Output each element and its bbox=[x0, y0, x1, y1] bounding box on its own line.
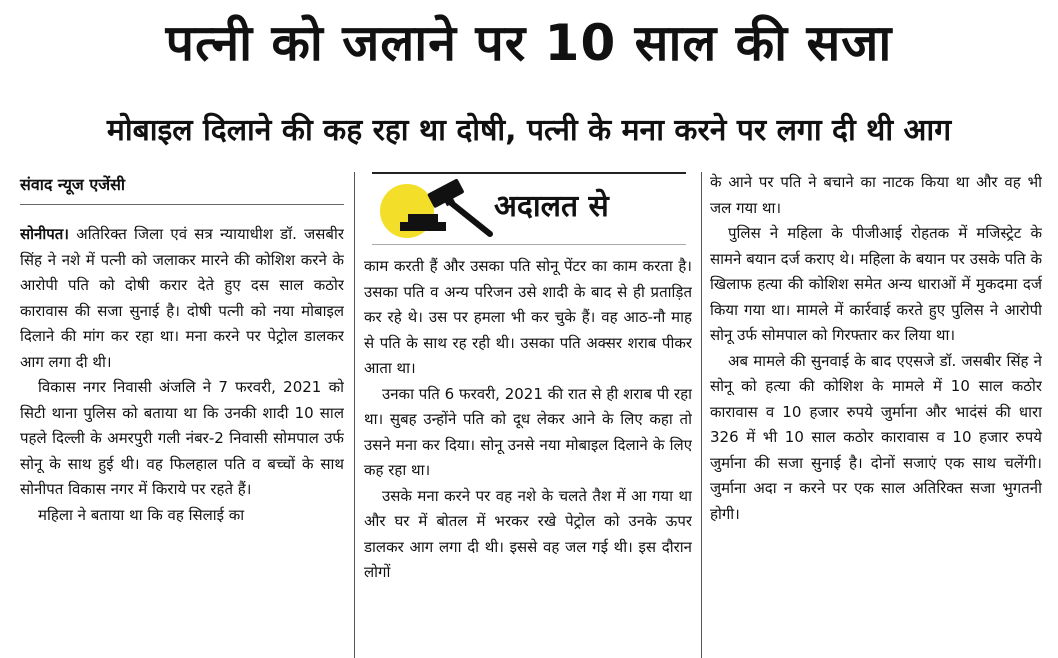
paragraph: उसके मना करने पर वह नशे के चलते तैश में आ गया था और घर में बोतल में भरकर रखे पेट्रोल को उनके ऊपर डालकर आग लगा दी थी। इससे वह जल गई थी। इस दौरान लोगों bbox=[364, 486, 692, 581]
article-column-2 bbox=[364, 254, 692, 658]
column-rule-1 bbox=[354, 172, 355, 658]
gavel-icon bbox=[386, 178, 496, 244]
column-rule-2 bbox=[701, 172, 702, 658]
subheadline: मोबाइल दिलाने की कह रहा था दोषी, पत्नी के मना करने पर लगा दी थी आग bbox=[106, 113, 952, 148]
article-column-1 bbox=[20, 222, 344, 658]
headline: पत्नी को जलाने पर 10 साल की सजा bbox=[165, 14, 893, 72]
dateline: सोनीपत। bbox=[20, 225, 69, 243]
byline: संवाद न्यूज एजेंसी bbox=[20, 172, 344, 205]
paragraph: महिला ने बताया था कि वह सिलाई का bbox=[38, 505, 245, 524]
paragraph bbox=[20, 222, 344, 375]
paragraph: उनका पति 6 फरवरी, 2021 की रात से ही शराब पी रहा था। सुबह उन्होंने पति को दूध लेकर आने के लिए कहा तो उसने मना कर दिया। सोनू उनसे नया मोबाइल दिलाने के लिए कह रहा था। bbox=[364, 384, 692, 479]
paragraph: अब मामले की सुनवाई के बाद एएसजे डॉ. जसबीर सिंह ने सोनू को हत्या की कोशिश के मामले में 10 साल कठोर कारावास व 10 हजार रुपये जुर्माना और भादंसं की धारा 326 में भी 10 साल कठोर कारावास व 10 हजार रुपये जुर्माना की सजा सुनाई है। दोनों सजाएं एक साथ चलेंगी। जुर्माना अदा न करने पर एक साल अतिरिक्त सजा भुगतनी होगी। bbox=[710, 351, 1042, 523]
article-column-3 bbox=[710, 170, 1042, 658]
section-tag-label: अदालत से bbox=[494, 189, 609, 224]
section-tag bbox=[372, 172, 686, 245]
paragraph: काम करती हैं और उसका पति सोनू पेंटर का काम करता है। उसका पति व अन्य परिजन उसे शादी के बाद से ही प्रताड़ित कर रहे थे। उस पर हमला भी कर चुके हैं। वह आठ-नौ माह से पति के साथ रह रही थी। उसका पति अक्सर शराब पीकर आता था। bbox=[364, 257, 692, 377]
paragraph: विकास नगर निवासी अंजलि ने 7 फरवरी, 2021 को सिटी थाना पुलिस को बताया था कि उनकी शादी 10 साल पहले दिल्ली के अमरपुरी गली नंबर-2 निवासी सोमपाल उर्फ सोनू के साथ हुई थी। वह फिलहाल पति व बच्चों के साथ सोनीपत विकास नगर में किराये पर रहते हैं। bbox=[20, 378, 344, 498]
paragraph: के आने पर पति ने बचाने का नाटक किया था और वह भी जल गया था। bbox=[710, 173, 1042, 217]
paragraph-text: अतिरिक्त जिला एवं सत्र न्यायाधीश डॉ. जसबीर सिंह ने नशे में पत्नी को जलाकर मारने की कोशिश करने के आरोपी पति को दोषी करार देते हुए दस साल कठोर कारावास की सजा सुनाई है। दोषी पत्नी को नया मोबाइल दिलाने की मांग कर रहा था। मना करने पर पेट्रोल डालकर आग लगा दी थी। bbox=[20, 225, 344, 371]
paragraph: पुलिस ने महिला के पीजीआई रोहतक में मजिस्ट्रेट के सामने बयान दर्ज कराए थे। महिला के बयान पर उसके पति के खिलाफ हत्या की कोशिश समेत अन्य धाराओं में मुकदमा दर्ज किया गया था। मामले में कार्रवाई करते हुए पुलिस ने आरोपी सोनू उर्फ सोमपाल को गिरफ्तार कर लिया था। bbox=[710, 224, 1042, 344]
